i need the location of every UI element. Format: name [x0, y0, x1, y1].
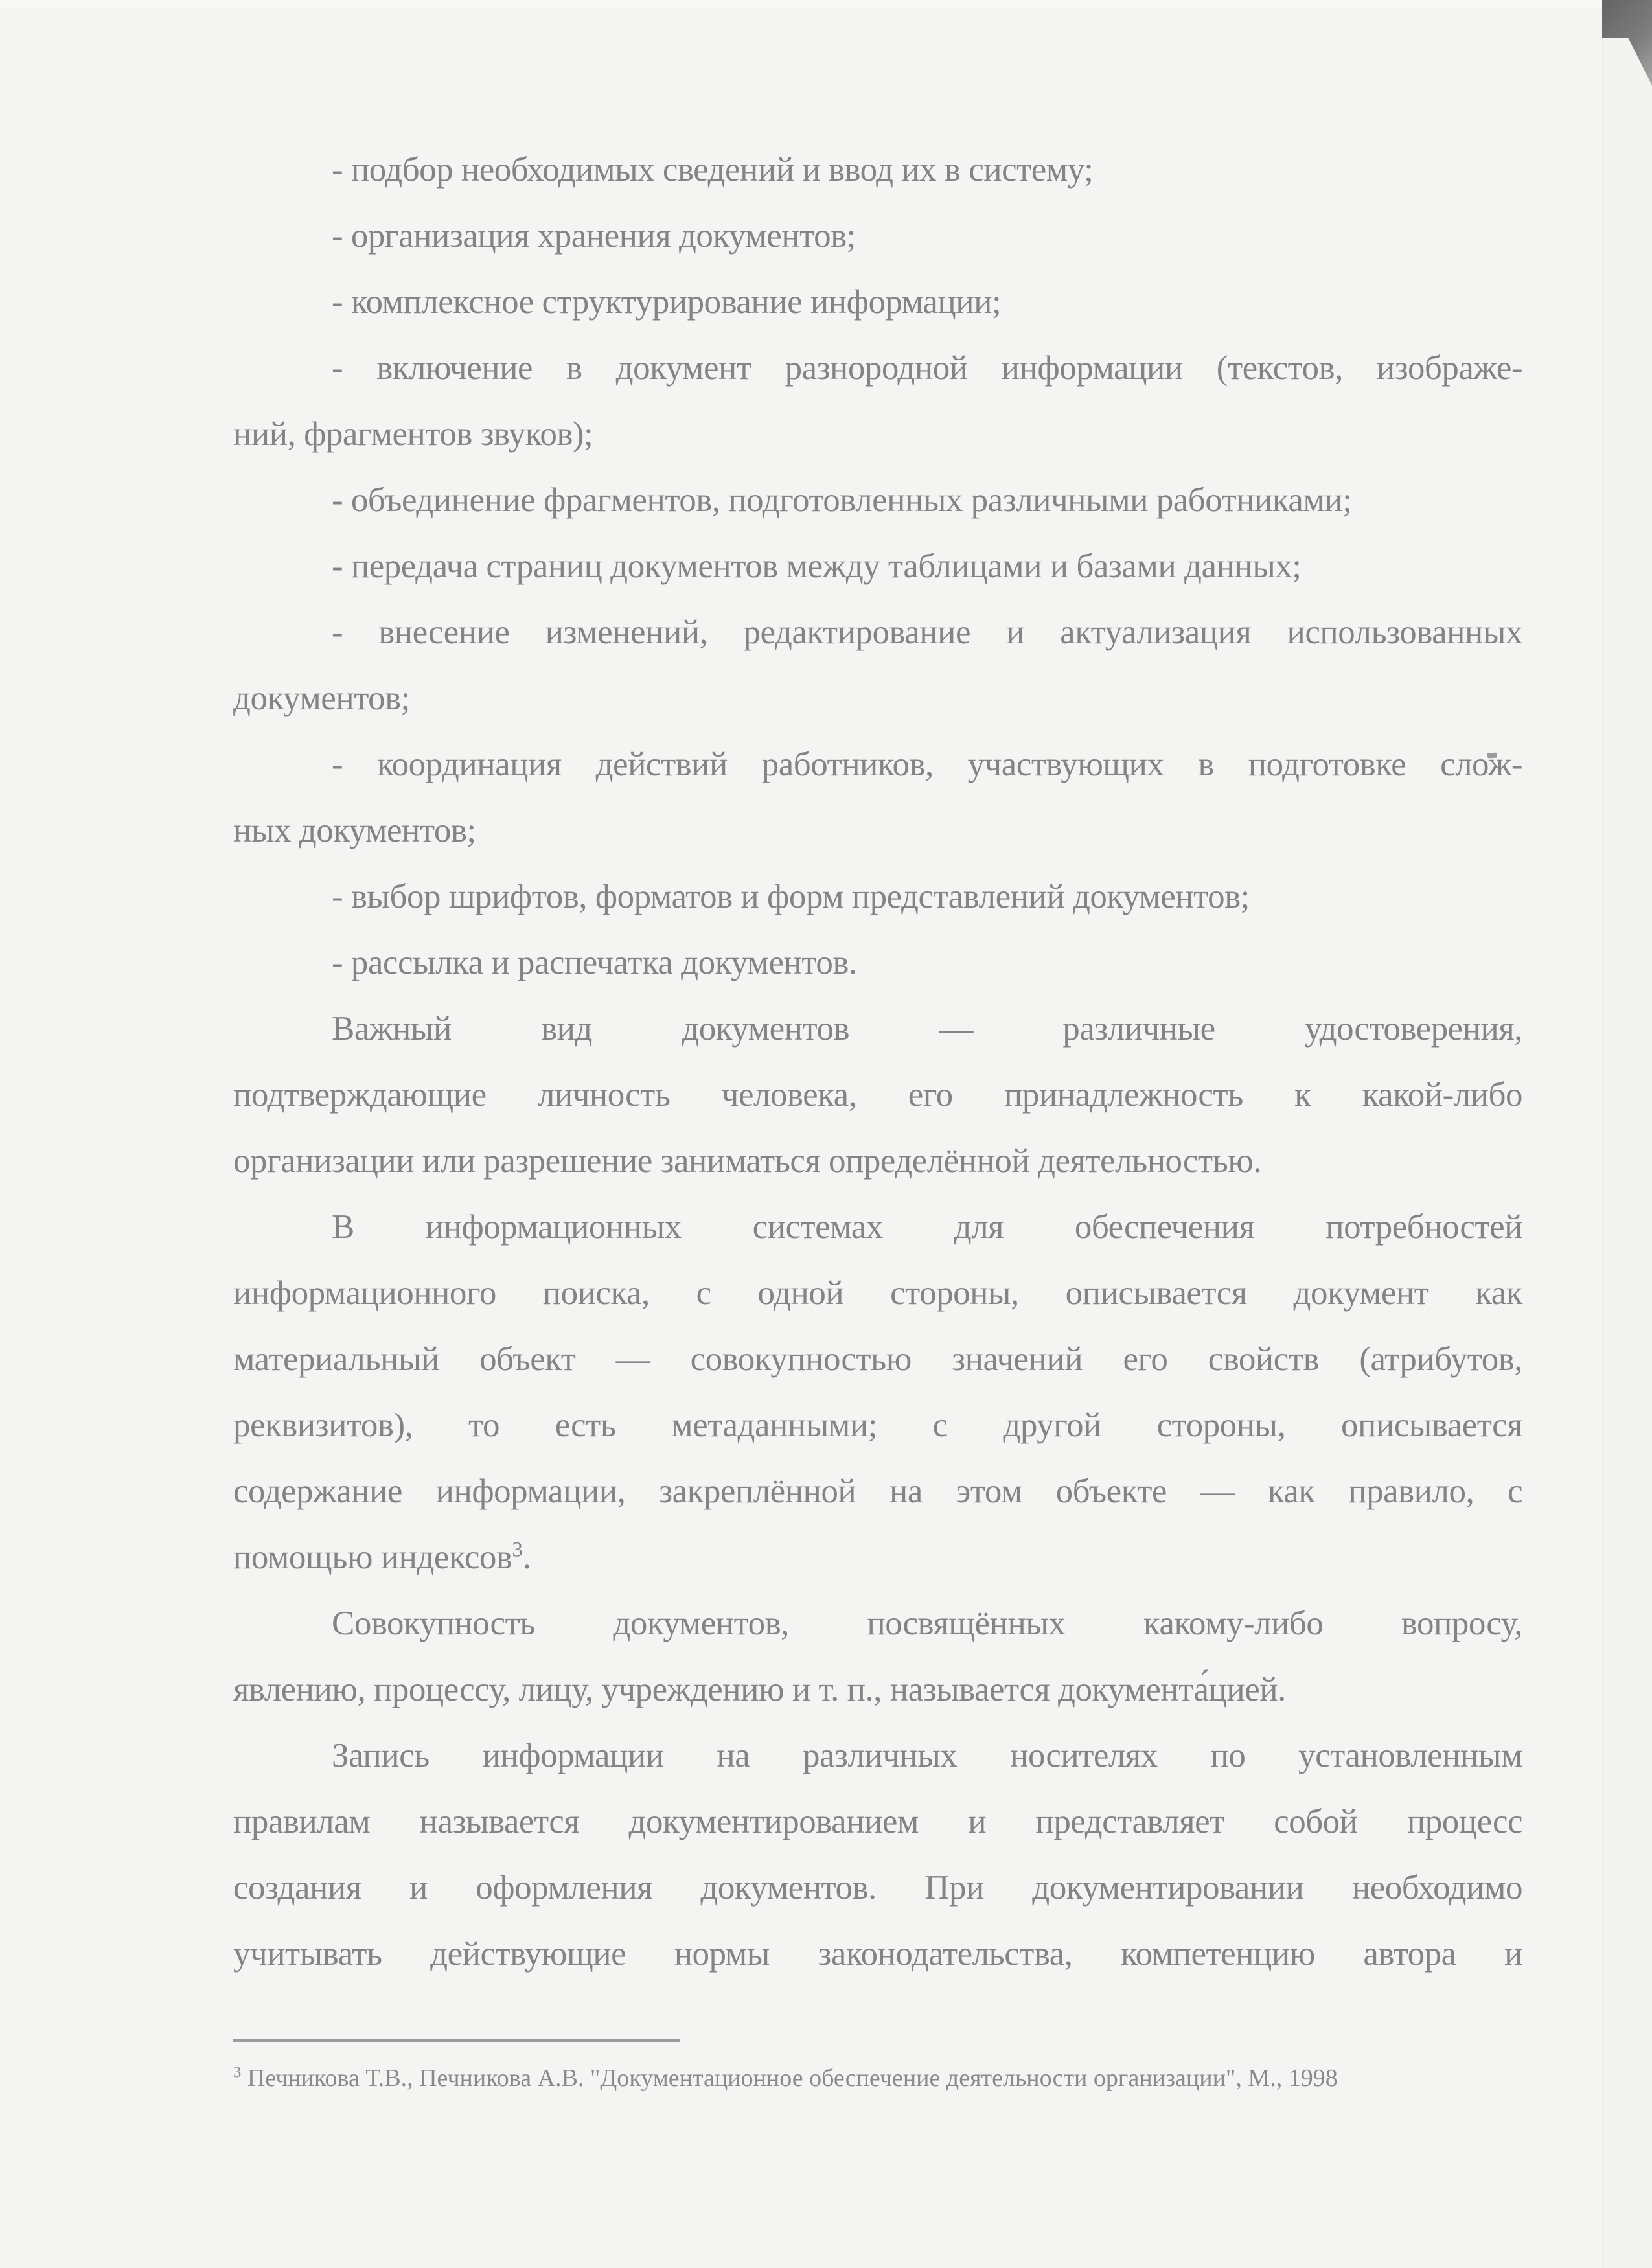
text-line [233, 1789, 1522, 1855]
footnote-marker: 3 [233, 2063, 242, 2081]
text-line-content: Важный вид документов — различные удостоверения, [332, 1010, 1522, 1048]
text-line-content: Запись информации на различных носителях по установленным [332, 1737, 1522, 1774]
text-line [233, 1062, 1522, 1128]
text-line-content: помощью индексов [233, 1539, 512, 1576]
footnote-reference: 3 [512, 1538, 523, 1562]
text-line [233, 137, 1522, 203]
text-line [233, 1855, 1522, 1921]
page-edge-line [1602, 0, 1603, 2268]
text-line [233, 930, 1522, 996]
text-line-content: документов; [233, 680, 410, 717]
footnote-text: Печникова Т.В., Печникова А.В. "Документационное обеспечение деятельности организации", М., 1998 [241, 2065, 1338, 2092]
text-line-content: - подбор необходимых сведений и ввод их в систему; [332, 151, 1094, 189]
text-line-content: - координация действий работников, участвующих в подготовке слож- [332, 746, 1522, 783]
text-line [233, 467, 1522, 533]
text-line [233, 665, 1522, 731]
text-line-content: информационного поиска, с одной стороны, описывается документ как [233, 1274, 1522, 1312]
text-line [233, 1326, 1522, 1392]
scan-right-strip [1603, 0, 1652, 2268]
text-line-content: - выбор шрифтов, форматов и форм представлений документов; [332, 878, 1250, 915]
text-line [233, 269, 1522, 335]
text-line [233, 599, 1522, 665]
text-line [233, 533, 1522, 599]
text-line [233, 1128, 1522, 1194]
text-line [233, 996, 1522, 1062]
text-line-content: учитывать действующие нормы законодательства, компетенцию автора и [233, 1935, 1522, 1973]
text-line-content: реквизитов), то есть метаданными; с другой стороны, описывается [233, 1406, 1522, 1444]
text-line [233, 203, 1522, 269]
text-line [233, 864, 1522, 930]
text-line [233, 401, 1522, 467]
text-line-content: - рассылка и распечатка документов. [332, 944, 857, 981]
text-line-content: материальный объект — совокупностью значений его свойств (атрибутов, [233, 1340, 1522, 1378]
text-line-content: - передача страниц документов между таблицами и базами данных; [332, 547, 1302, 585]
text-line-content: - включение в документ разнородной информации (текстов, изображе- [332, 349, 1522, 387]
text-line-content: организации или разрешение заниматься определённой деятельностью. [233, 1142, 1262, 1180]
text-line-content: содержание информации, закреплённой на этом объекте — как правило, с [233, 1472, 1522, 1510]
text-line [233, 1656, 1522, 1723]
text-line-content: создания и оформления документов. При документировании необходимо [233, 1869, 1522, 1907]
text-line-content: подтверждающие личность человека, его принадлежность к какой-либо [233, 1076, 1522, 1114]
text-line-content: В информационных системах для обеспечения потребностей [332, 1208, 1522, 1246]
text-line-content: - внесение изменений, редактирование и актуализация использованных [332, 613, 1522, 651]
text-line [233, 797, 1522, 864]
text-line-content: явлению, процессу, лицу, учреждению и т. п., называется документа́цией. [233, 1671, 1286, 1708]
text-line-content: . [522, 1539, 531, 1576]
footnote [233, 2057, 1464, 2099]
text-line [233, 1260, 1522, 1326]
text-line-content: правилам называется документированием и представляет собой процесс [233, 1803, 1522, 1840]
body-text [233, 137, 1522, 1987]
text-line [233, 1458, 1522, 1524]
scan-top-band [0, 0, 1652, 9]
text-line [233, 1194, 1522, 1260]
text-line [233, 1723, 1522, 1789]
text-line [233, 1392, 1522, 1458]
text-line-content: - организация хранения документов; [332, 217, 856, 255]
text-line-content: - объединение фрагментов, подготовленных различными работниками; [332, 481, 1352, 519]
text-line-content: ных документов; [233, 812, 476, 849]
text-line [233, 1921, 1522, 1987]
footnote-divider [233, 2039, 680, 2042]
text-line [233, 1524, 1522, 1590]
text-line-content: Совокупность документов, посвящённых какому-либо вопросу, [332, 1605, 1522, 1642]
text-line [233, 731, 1522, 797]
text-line-content: ний, фрагментов звуков); [233, 415, 593, 453]
text-line [233, 1590, 1522, 1656]
text-line [233, 335, 1522, 401]
text-line-content: - комплексное структурирование информации; [332, 283, 1002, 321]
